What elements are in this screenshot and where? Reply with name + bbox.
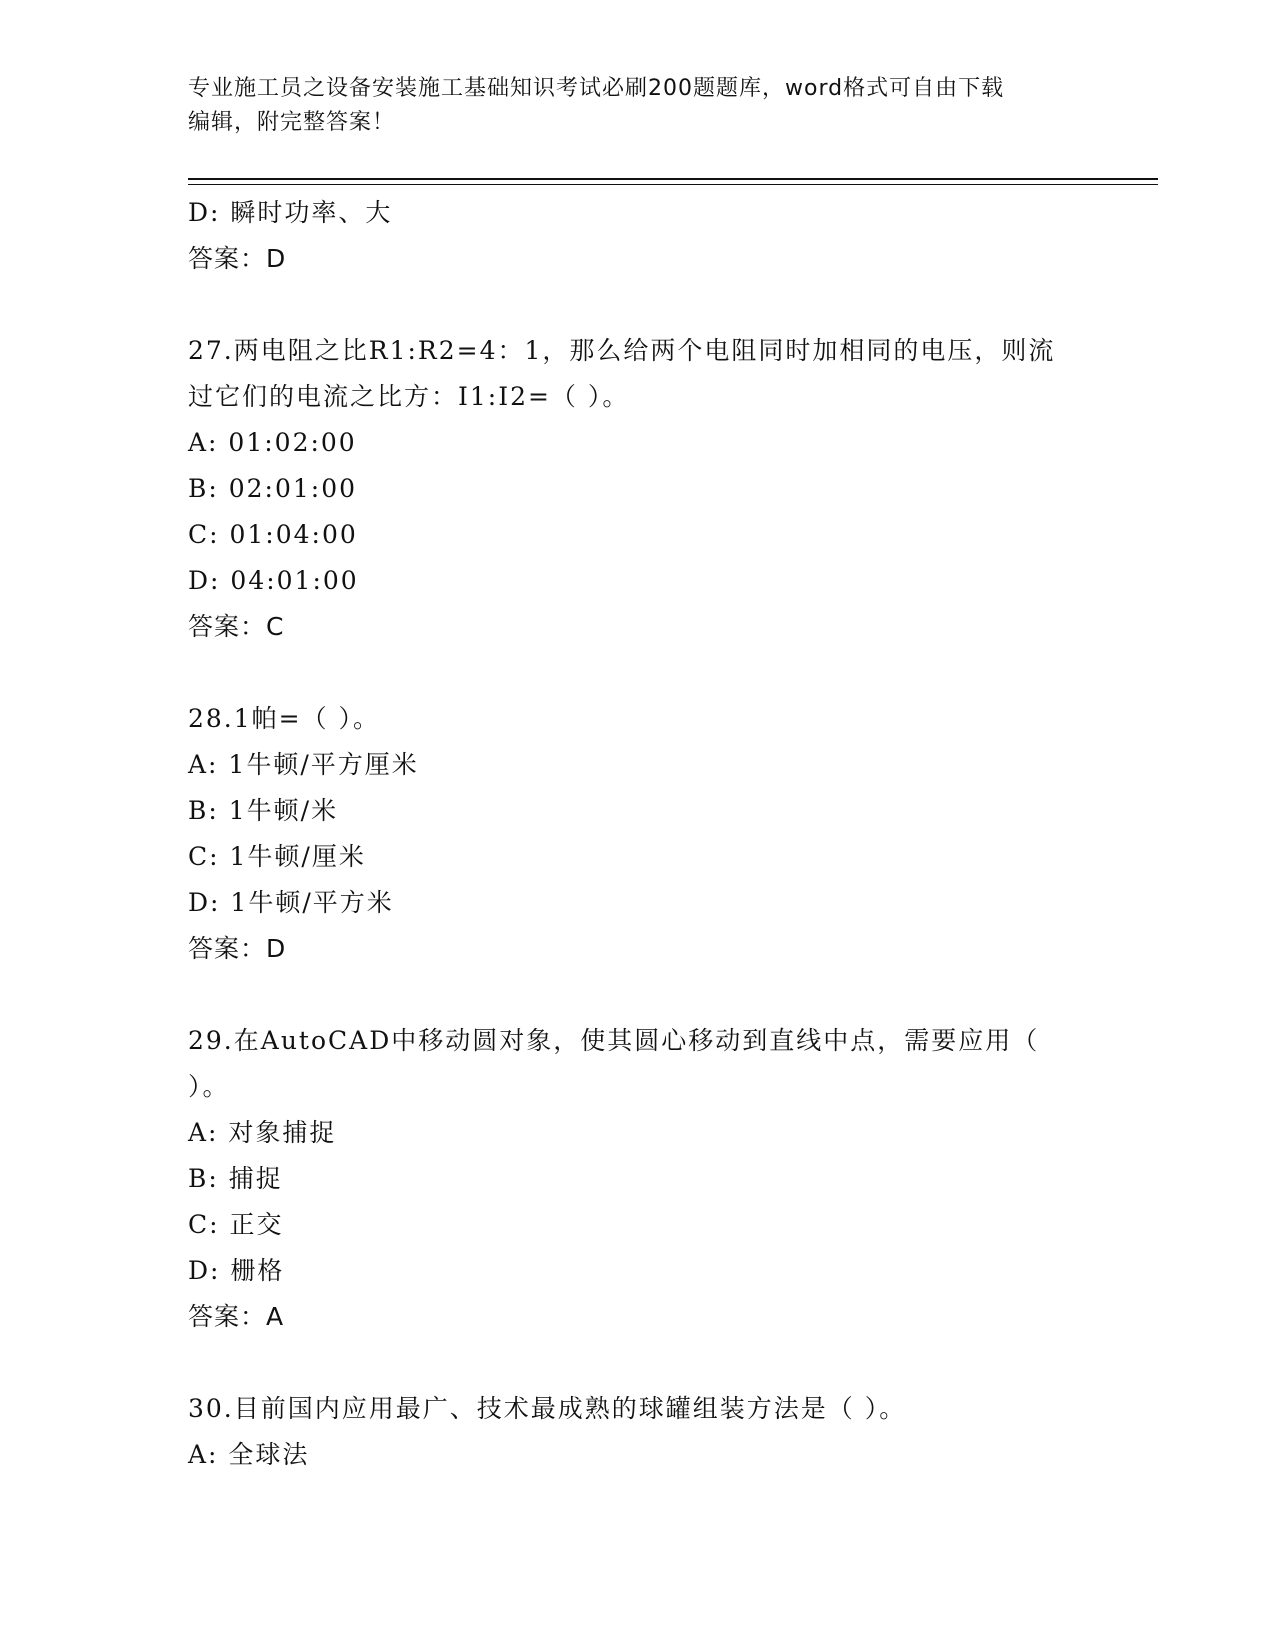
spacer xyxy=(188,972,1148,1018)
header-line-2: 编辑，附完整答案！ xyxy=(188,110,396,135)
question-text-line: 28.1帕=（ ）。 xyxy=(188,704,381,733)
option-c: C: 正交 xyxy=(188,1210,284,1239)
question-block-27 xyxy=(188,328,1148,650)
question-list xyxy=(188,190,1148,1478)
option-a: A: 1牛顿/平方厘米 xyxy=(188,750,419,779)
option-c: C: 01:04:00 xyxy=(188,520,358,549)
option-b: B: 1牛顿/米 xyxy=(188,796,339,825)
option-a: A: 全球法 xyxy=(188,1440,310,1469)
option-d: D: 栅格 xyxy=(188,1256,285,1285)
answer-line: 答案：D xyxy=(188,244,287,273)
question-block-26 xyxy=(188,190,1148,282)
answer-line: 答案：D xyxy=(188,934,287,963)
option-b: B: 捕捉 xyxy=(188,1164,283,1193)
option-c: C: 1牛顿/厘米 xyxy=(188,842,366,871)
question-block-28 xyxy=(188,696,1148,972)
answer-line: 答案：C xyxy=(188,612,285,641)
question-text-line: 27.两电阻之比R1:R2=4：1，那么给两个电阻同时加相同的电压，则流 xyxy=(188,336,1056,365)
question-text-line: ）。 xyxy=(188,1072,230,1101)
spacer xyxy=(188,282,1148,328)
option-a: A: 对象捕捉 xyxy=(188,1118,337,1147)
question-text-line: 30.目前国内应用最广、技术最成熟的球罐组装方法是（ ）。 xyxy=(188,1394,907,1423)
answer-line: 答案：A xyxy=(188,1302,285,1331)
question-text-line: 29.在AutoCAD中移动圆对象，使其圆心移动到直线中点，需要应用（ xyxy=(188,1026,1040,1055)
question-block-30 xyxy=(188,1386,1148,1478)
option-d: D: 04:01:00 xyxy=(188,566,359,595)
option-d: D: 1牛顿/平方米 xyxy=(188,888,394,917)
header-divider-thick xyxy=(188,178,1158,180)
question-text-line: 过它们的电流之比方：I1:I2=（ ）。 xyxy=(188,382,630,411)
option-a: A: 01:02:00 xyxy=(188,428,357,457)
option-d: D: 瞬时功率、大 xyxy=(188,198,393,227)
header-divider-thin xyxy=(188,184,1158,185)
question-block-29 xyxy=(188,1018,1148,1340)
header-line-1: 专业施工员之设备安装施工基础知识考试必刷200题题库，word格式可自由下载 xyxy=(188,76,1005,101)
spacer xyxy=(188,1340,1148,1386)
document-header xyxy=(188,72,1088,140)
spacer xyxy=(188,650,1148,696)
option-b: B: 02:01:00 xyxy=(188,474,358,503)
